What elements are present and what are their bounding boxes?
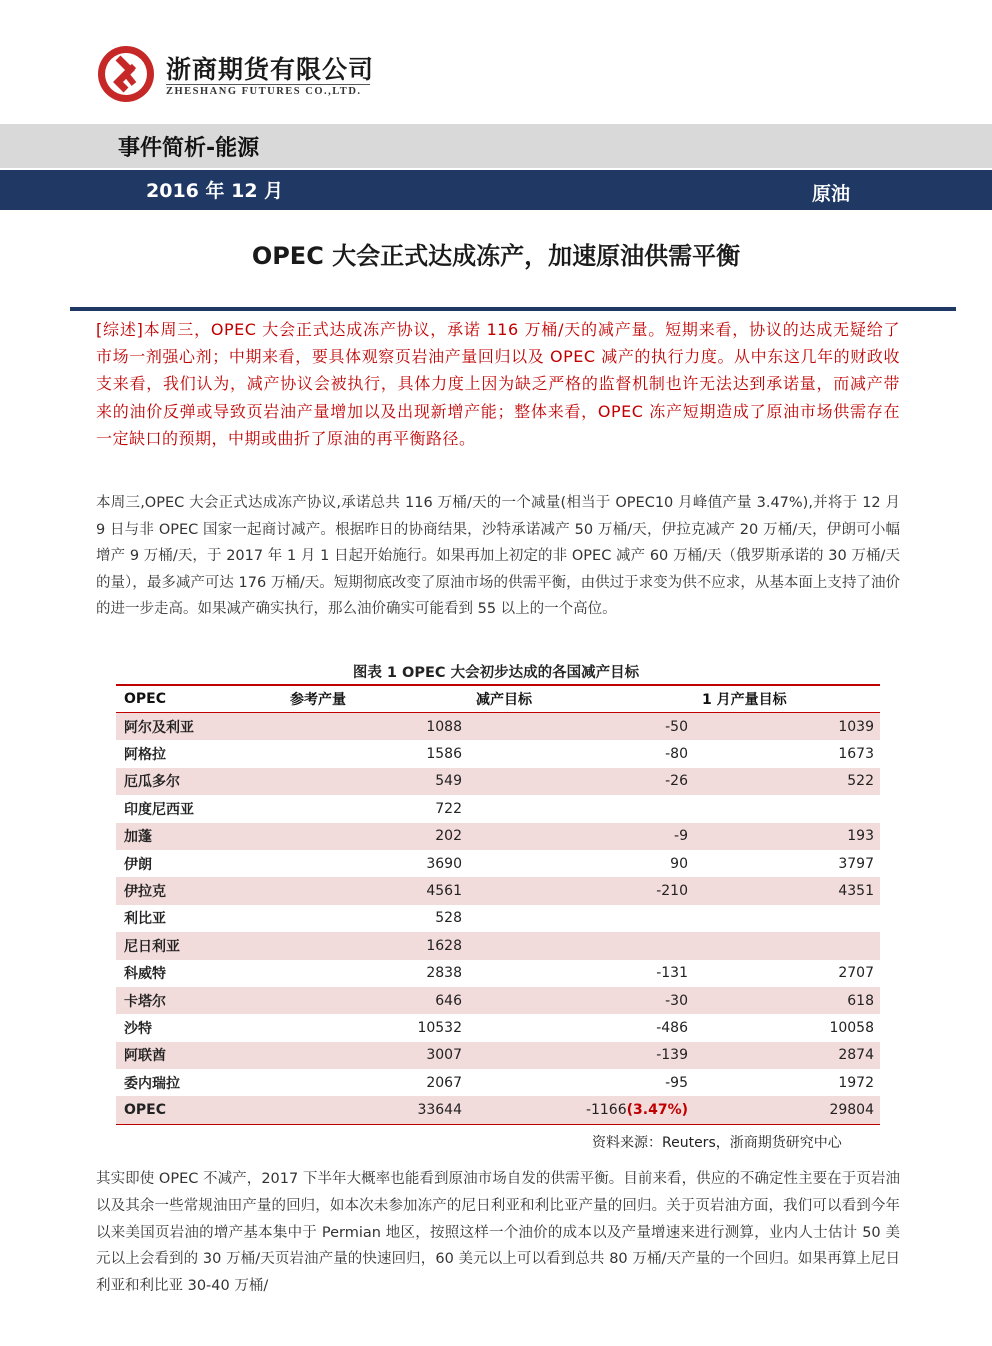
cell-cut: -486 (656, 1019, 688, 1036)
total-cut-percent: (3.47%) (626, 1102, 688, 1119)
table-caption: 图表 1 OPEC 大会初步达成的各国减产目标 (352, 665, 640, 681)
cell-reference: 2838 (426, 965, 462, 982)
table-header-row (116, 685, 880, 713)
table-row (116, 932, 880, 959)
category-tag: 原油 (812, 183, 851, 205)
cell-country: OPEC (116, 1096, 282, 1124)
cell-target: 10058 (829, 1019, 874, 1036)
cell-cut (468, 1096, 694, 1124)
cell-cut: -30 (468, 987, 694, 1014)
company-name-cn: 浙商期货有限公司 (166, 55, 375, 84)
cell-target: 2707 (838, 965, 874, 982)
cell-cut: -95 (665, 1074, 688, 1091)
cell-country: 阿格拉 (124, 747, 166, 764)
table-row (116, 795, 880, 822)
cell-cut (468, 795, 694, 822)
company-name-en: ZHESHANG FUTURES CO.,LTD. (166, 86, 362, 97)
cell-country: 沙特 (124, 1020, 152, 1037)
cell-cut: -131 (656, 965, 688, 982)
cell-country: 委内瑞拉 (124, 1075, 180, 1092)
table-row (116, 823, 880, 850)
cell-target: 522 (694, 768, 880, 795)
col-header-country: OPEC (116, 685, 282, 713)
cell-country: 尼日利亚 (116, 932, 282, 959)
cell-target: 1972 (838, 1074, 874, 1091)
cell-country: 利比亚 (124, 911, 166, 928)
cell-reference: 33644 (282, 1096, 468, 1124)
cell-reference: 3690 (426, 855, 462, 872)
table-row (116, 905, 880, 932)
cell-country: 印度尼西亚 (124, 801, 194, 818)
cell-cut: -50 (468, 713, 694, 741)
logo-divider (166, 84, 370, 85)
cell-reference: 202 (282, 823, 468, 850)
table-row (116, 850, 880, 877)
cell-reference: 549 (282, 768, 468, 795)
col-header-target: 1 月产量目标 (694, 685, 880, 713)
body-paragraph-1: 本周三,OPEC 大会正式达成冻产协议,承诺总共 116 万桶/天的一个减量(相当于 OPEC10 月峰值产量 3.47%),并将于 12 月 9 日与非 OPEC 国家一起商讨减产。根据昨日的协商结果，沙特承诺减产 50 万桶/天，伊拉克减产 20 万桶/天，伊朗可小幅增产 9 万桶/天，于 2017 年 1 月 1 日起开始施行。如果再加上初定的非 OPEC 减产 60 万桶/天（俄罗斯承诺的 30 万桶/天的量），最多减产可达 176 万桶/天。短期彻底改变了原油市场的供需平衡，由供过于求变为供不应求，从基本面上支持了油价的进一步走高。如果减产确实执行，那么油价确实可能看到 55 以上的一个高位。 (96, 495, 900, 617)
cell-cut: -80 (665, 746, 688, 763)
title-divider (70, 307, 956, 311)
cell-reference: 2067 (426, 1074, 462, 1091)
total-cut-value: -1166 (585, 1102, 627, 1119)
cell-target (694, 795, 880, 822)
report-date: 2016 年 12 月 (146, 180, 284, 202)
cell-reference: 528 (435, 910, 462, 927)
table-row (116, 740, 880, 767)
cell-target: 618 (694, 987, 880, 1014)
cell-reference: 1088 (282, 713, 468, 741)
table-row (116, 713, 880, 741)
cell-target: 29804 (694, 1096, 880, 1124)
table-row (116, 1014, 880, 1041)
table-row (116, 987, 880, 1014)
cell-country: 科威特 (124, 966, 166, 983)
cell-country: 厄瓜多尔 (116, 768, 282, 795)
cell-target: 3797 (838, 855, 874, 872)
table-row (116, 1042, 880, 1069)
table-source: 资料来源：Reuters，浙商期货研究中心 (592, 1135, 842, 1151)
table-row (116, 877, 880, 904)
cell-country: 卡塔尔 (116, 987, 282, 1014)
cell-target: 2874 (694, 1042, 880, 1069)
cell-cut: 90 (670, 855, 688, 872)
table-row (116, 960, 880, 987)
cell-target: 1039 (694, 713, 880, 741)
table-row (116, 1069, 880, 1096)
body-paragraph-2: 其实即使 OPEC 不减产，2017 下半年大概率也能看到原油市场自发的供需平衡。目前来看，供应的不确定性主要在于页岩油以及其余一些常规油田产量的回归，如本次未参加冻产的尼日利亚和利比亚产量的回归。关于页岩油方面，我们可以看到今年以来美国页岩油的增产基本集中于 Permian 地区，按照这样一个油价的成本以及产量增速来进行测算，业内人士估计 50 美元以上会看到的 30 万桶/天页岩油产量的快速回归，60 美元以上可以看到总共 80 万桶/天产量的一个回归。如果再算上尼日利亚和利比亚 30-40 万桶/ (96, 1171, 900, 1295)
cell-reference: 3007 (282, 1042, 468, 1069)
cell-cut: -139 (468, 1042, 694, 1069)
page-title: OPEC 大会正式达成冻产，加速原油供需平衡 (251, 242, 741, 270)
cell-cut (468, 905, 694, 932)
cell-reference: 1586 (426, 746, 462, 763)
cell-target: 193 (694, 823, 880, 850)
cell-reference: 722 (435, 800, 462, 817)
cell-target (694, 905, 880, 932)
cell-cut: -26 (468, 768, 694, 795)
company-logo-icon (96, 44, 156, 104)
col-header-cut: 减产目标 (468, 685, 694, 713)
summary-paragraph: [综述]本周三，OPEC 大会正式达成冻产协议，承诺 116 万桶/天的减产量。短期来看，协议的达成无疑给了市场一剂强心剂；中期来看，要具体观察页岩油产量回归以及 OPEC 减产的执行力度。从中东这几年的财政收支来看，我们认为，减产协议会被执行，具体力度上因为缺乏严格的监督机制也许无法达到承诺量，而减产带来的油价反弹或导致页岩油产量增加以及出现新增产能；整体来看，OPEC 冻产短期造成了原油市场供需存在一定缺口的预期，中期或曲折了原油的再平衡路径。 (96, 320, 900, 448)
cell-target (694, 932, 880, 959)
cell-reference: 4561 (282, 877, 468, 904)
table-row (116, 768, 880, 795)
production-cut-table (116, 684, 880, 1125)
table-total-row (116, 1096, 880, 1124)
report-type: 事件简析-能源 (118, 136, 260, 161)
cell-reference: 10532 (417, 1019, 462, 1036)
cell-reference: 646 (282, 987, 468, 1014)
cell-country: 伊拉克 (116, 877, 282, 904)
cell-target: 1673 (838, 746, 874, 763)
cell-cut: -9 (468, 823, 694, 850)
cell-country: 加蓬 (116, 823, 282, 850)
cell-reference: 1628 (282, 932, 468, 959)
col-header-reference: 参考产量 (282, 685, 468, 713)
cell-country: 伊朗 (124, 856, 152, 873)
cell-country: 阿尔及利亚 (116, 713, 282, 741)
cell-cut (468, 932, 694, 959)
cell-cut: -210 (468, 877, 694, 904)
cell-target: 4351 (694, 877, 880, 904)
cell-country: 阿联酋 (116, 1042, 282, 1069)
